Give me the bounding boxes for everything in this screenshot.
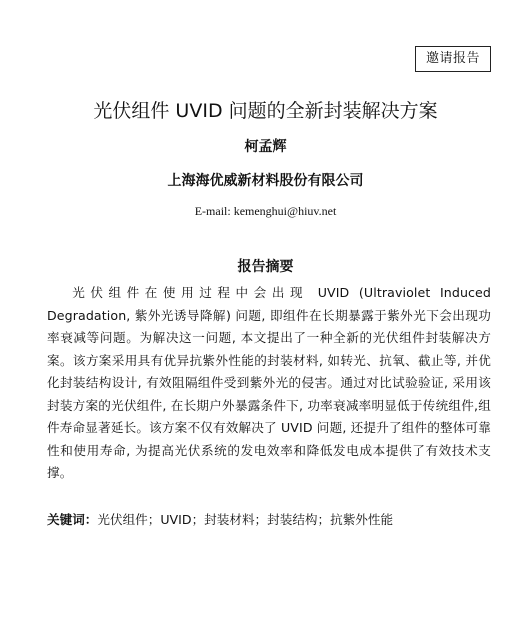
abstract-body: 光伏组件在使用过程中会出现 UVID (Ultraviolet Induced Degradation, 紫外光诱导降解) 问题, 即组件在长期暴露于紫外光下会出现功率衰减等问题。为解决这一问题, 本文提出了一种全新的光伏组件封装解决方案。该方案采用具有优异抗紫外性能的封装材料, 如转光、抗氧、截止等, 并优化封装结构设计, 有效阻隔组件受到紫外光的侵害。通过对比试验验证, 采用该封装方案的光伏组件, 在长期户外暴露条件下, 功率衰减率明显低于传统组件,组件寿命显著延长。该方案不仅有效解决了 UVID 问题, 还提升了组件的整体可靠性和使用寿命, 为提高光伏系统的发电效率和降低发电成本提供了有效技术支撑。 [47,285,491,480]
author-name: 柯孟辉 [244,139,287,155]
keywords-line [47,510,491,530]
affiliation: 上海海优威新材料股份有限公司 [167,173,364,189]
author-email: E-mail: kemenghui@hiuv.net [194,204,337,218]
keywords-label: 关键词： [47,512,98,527]
keywords-list: 光伏组件；UVID；封装材料；封装结构；抗紫外性能 [97,512,394,527]
invited-report-badge: 邀请报告 [415,46,491,72]
abstract-heading: 报告摘要 [237,259,294,275]
paper-title: 光伏组件 UVID 问题的全新封装解决方案 [93,100,438,122]
